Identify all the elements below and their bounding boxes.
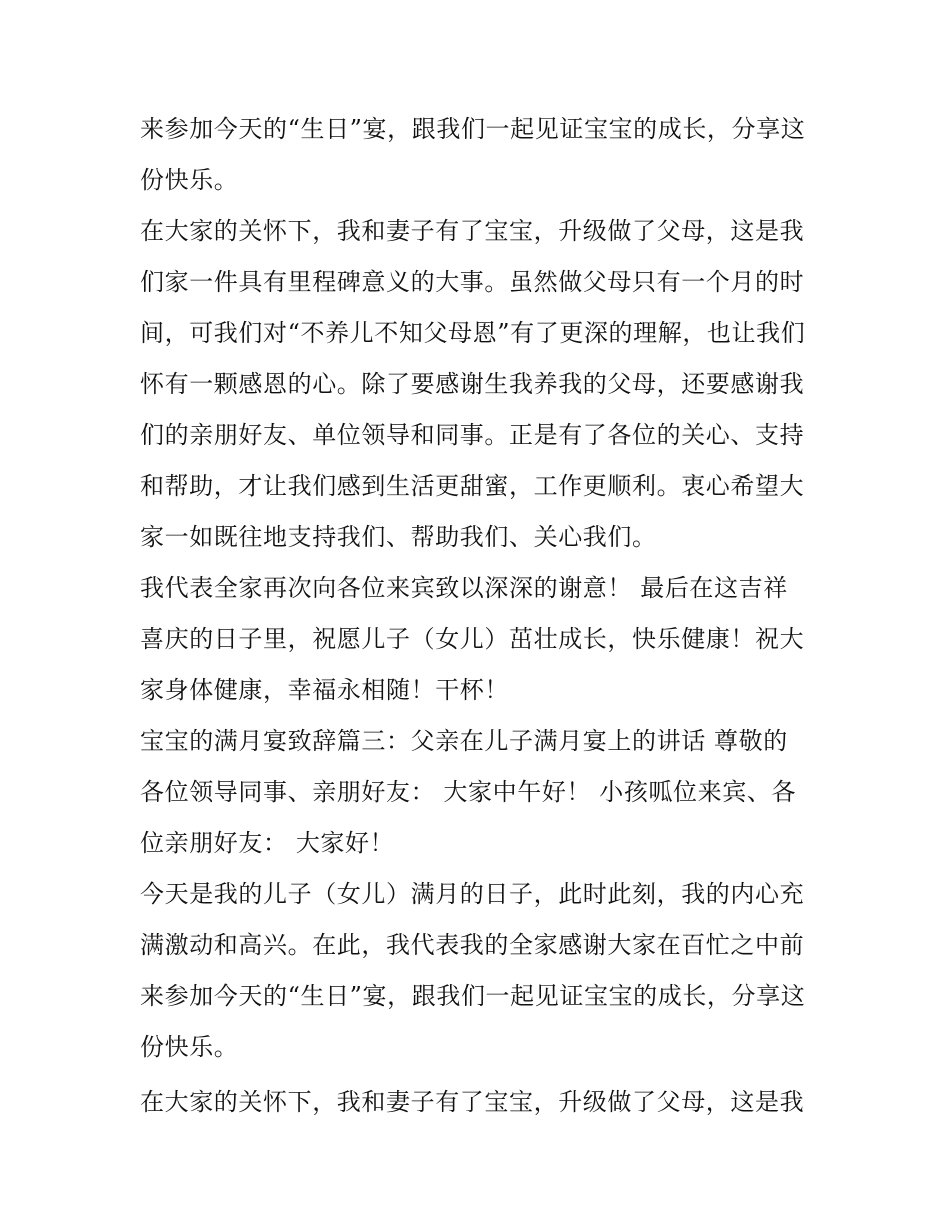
text-line: 今天是我的儿子（女儿）满月的日子，此时此刻，我的内心充	[140, 880, 805, 908]
text-line: 家一如既往地支持我们、帮助我们、关心我们。	[140, 523, 657, 551]
text-line: 们的亲朋好友、单位领导和同事。正是有了各位的关心、支持	[140, 421, 805, 449]
text-line: 份快乐。	[140, 1033, 239, 1061]
text-line: 来参加今天的“生日”宴，跟我们一起见证宝宝的成长，分享这	[140, 982, 806, 1010]
text-line: 份快乐。	[140, 166, 239, 194]
text-line: 满激动和高兴。在此，我代表我的全家感谢大家在百忙之中前	[140, 931, 805, 959]
text-line: 在大家的关怀下，我和妻子有了宝宝，升级做了父母，这是我	[140, 217, 805, 245]
text-line: 怀有一颗感恩的心。除了要感谢生我养我的父母，还要感谢我	[140, 370, 805, 398]
text-line: 们家一件具有里程碑意义的大事。虽然做父母只有一个月的时	[140, 268, 805, 296]
text-line: 来参加今天的“生日”宴，跟我们一起见证宝宝的成长，分享这	[140, 115, 806, 143]
text-line: 各位领导同事、亲朋好友： 大家中午好！ 小孩呱位来宾、各	[140, 778, 797, 806]
text-line: 和帮助，才让我们感到生活更甜蜜，工作更顺利。衷心希望大	[140, 472, 805, 500]
text-line: 宝宝的满月宴致辞篇三：父亲在儿子满月宴上的讲话 尊敬的	[140, 727, 788, 755]
text-line: 家身体健康，幸福永相随！干杯！	[140, 676, 509, 704]
text-line: 间，可我们对“不养儿不知父母恩”有了更深的理解，也让我们	[140, 319, 806, 347]
document-body	[140, 104, 820, 1128]
text-line: 在大家的关怀下，我和妻子有了宝宝，升级做了父母，这是我	[140, 1088, 805, 1116]
text-line: 位亲朋好友： 大家好！	[140, 829, 395, 857]
text-line: 我代表全家再次向各位来宾致以深深的谢意！ 最后在这吉祥	[140, 574, 788, 602]
text-line: 喜庆的日子里，祝愿儿子（女儿）茁壮成长，快乐健康！祝大	[140, 625, 805, 653]
